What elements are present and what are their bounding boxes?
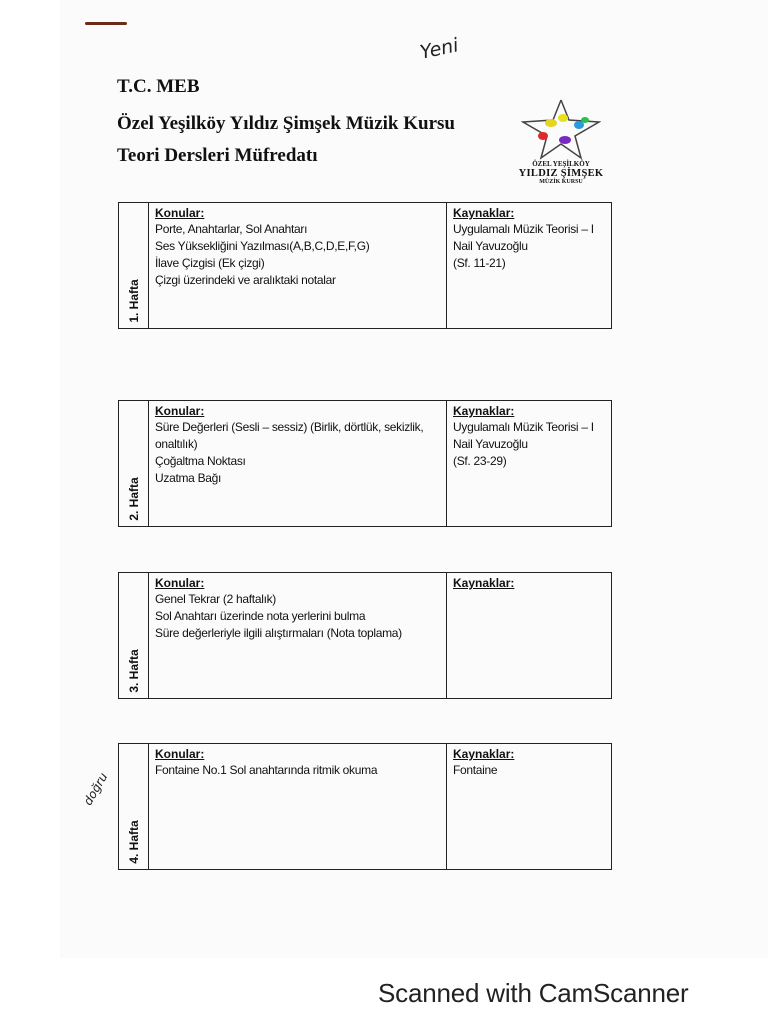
topics-header: Konular: xyxy=(155,747,205,761)
handwritten-note-side: doğru xyxy=(80,770,111,808)
week-label: 1. Hafta xyxy=(126,278,141,323)
week-table xyxy=(118,743,612,870)
school-logo: ÖZEL YEŞİLKÖY YILDIZ ŞİMŞEK MÜZİK KURSU xyxy=(515,98,607,185)
sources-header: Kaynaklar: xyxy=(453,404,515,418)
topic-item: Çizgi üzerindeki ve aralıktaki notalar xyxy=(155,273,336,287)
week-label-cell xyxy=(119,203,149,328)
source-item: Nail Yavuzoğlu xyxy=(453,239,528,253)
source-item: Uygulamalı Müzik Teorisi – I xyxy=(453,222,594,236)
sources-header: Kaynaklar: xyxy=(453,576,515,590)
header-ministry: T.C. MEB xyxy=(117,76,200,97)
topic-item: Uzatma Bağı xyxy=(155,471,222,485)
topic-item: İlave Çizgisi (Ek çizgi) xyxy=(155,256,265,270)
week-label: 2. Hafta xyxy=(126,476,141,521)
star-logo-icon xyxy=(521,98,601,160)
topics-cell xyxy=(149,203,447,328)
sources-cell xyxy=(447,203,611,328)
week-label-cell xyxy=(119,744,149,869)
week-label-cell xyxy=(119,401,149,526)
topic-item: Fontaine No.1 Sol anahtarında ritmik okuma xyxy=(155,763,378,777)
header-curriculum: Teori Dersleri Müfredatı xyxy=(117,145,318,166)
topics-header: Konular: xyxy=(155,404,205,418)
topic-item: Süre Değerleri (Sesli – sessiz) (Birlik, dörtlük, sekizlik, xyxy=(155,420,424,434)
sources-cell xyxy=(447,401,611,526)
topic-item: Sol Anahtarı üzerinde nota yerlerini bulma xyxy=(155,609,366,623)
source-item: Nail Yavuzoğlu xyxy=(453,437,528,451)
source-item: Fontaine xyxy=(453,763,498,777)
source-item: Uygulamalı Müzik Teorisi – I xyxy=(453,420,594,434)
sources-cell xyxy=(447,573,611,698)
topic-item: Porte, Anahtarlar, Sol Anahtarı xyxy=(155,222,308,236)
sources-header: Kaynaklar: xyxy=(453,206,515,220)
topic-item: onaltılık) xyxy=(155,437,198,451)
topic-item: Genel Tekrar (2 haftalık) xyxy=(155,592,277,606)
handwritten-note-top: Yeni xyxy=(418,34,461,64)
sources-header: Kaynaklar: xyxy=(453,747,515,761)
source-item: (Sf. 23-29) xyxy=(453,454,507,468)
week-label-cell xyxy=(119,573,149,698)
week-table xyxy=(118,202,612,329)
source-item: (Sf. 11-21) xyxy=(453,256,506,270)
week-label: 3. Hafta xyxy=(126,648,141,693)
pen-mark xyxy=(85,22,127,25)
week-label: 4. Hafta xyxy=(126,819,141,864)
topics-cell xyxy=(149,573,447,698)
week-table xyxy=(118,400,612,527)
sources-cell xyxy=(447,744,611,869)
topics-header: Konular: xyxy=(155,206,205,220)
topic-item: Süre değerleriyle ilgili alıştırmaları (Nota toplama) xyxy=(155,626,402,640)
topics-header: Konular: xyxy=(155,576,205,590)
header-school: Özel Yeşilköy Yıldız Şimşek Müzik Kursu xyxy=(117,113,455,134)
topic-item: Çoğaltma Noktası xyxy=(155,454,246,468)
week-table xyxy=(118,572,612,699)
camscanner-watermark: Scanned with CamScanner xyxy=(378,978,689,1008)
topics-cell xyxy=(149,744,447,869)
topic-item: Ses Yüksekliğini Yazılması(A,B,C,D,E,F,G) xyxy=(155,239,370,253)
topics-cell xyxy=(149,401,447,526)
